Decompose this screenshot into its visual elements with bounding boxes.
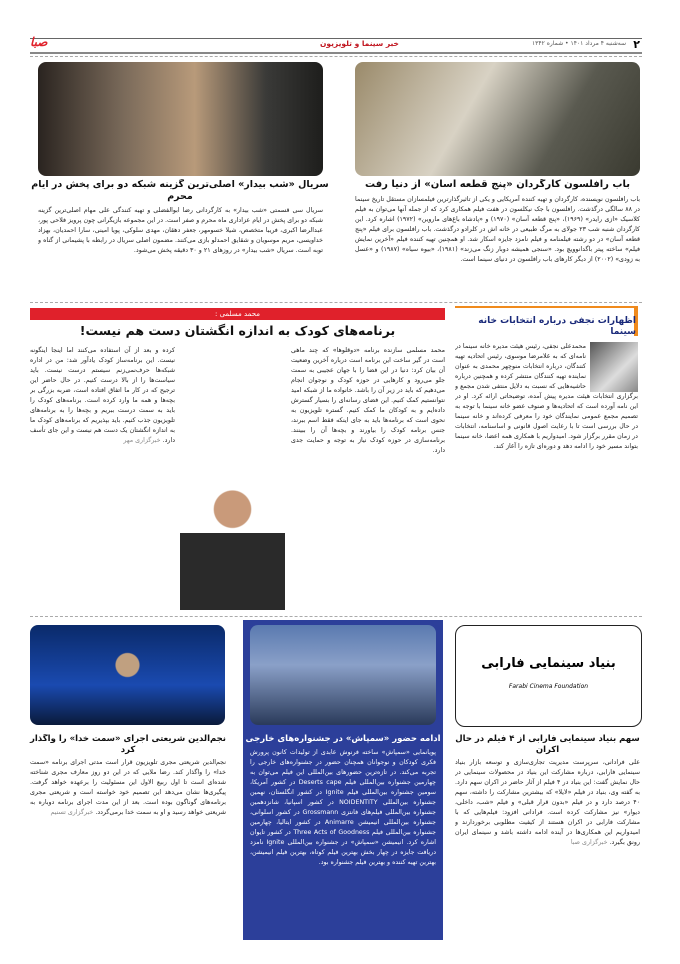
shariati-article	[28, 734, 228, 938]
shab-bidar-photo	[38, 62, 323, 176]
shariati-credit: خبرگزاری تسنیم	[50, 809, 94, 817]
farabi-logo-box	[455, 625, 642, 727]
rafelson-photo	[355, 62, 640, 176]
farabi-headline: سهم بنیاد سینمایی فارابی از ۴ فیلم در حال اکران	[455, 734, 640, 755]
farabi-logo-en: Farabi Cinema Foundation	[508, 683, 589, 690]
accent-line	[455, 306, 638, 308]
farabi-body	[455, 758, 640, 938]
shariati-headline: نجم‌الدین شریعتی اجرای «سمت خدا» را واگذار کرد	[30, 734, 226, 755]
moslemi-kicker: محمد مسلمی :	[30, 308, 445, 320]
najafi-photo	[590, 342, 638, 392]
moslemi-credit: خبرگزاری مهر	[123, 437, 161, 444]
najafi-article	[455, 316, 638, 612]
page-header	[30, 35, 642, 54]
moslemi-photo	[180, 470, 285, 610]
moslemi-headline: برنامه‌های کودک به اندازه انگشتان دست هم نیست!	[79, 323, 396, 338]
shariati-body	[30, 758, 226, 938]
sampash-photo	[250, 625, 436, 725]
newspaper-logo: صبا	[30, 35, 48, 49]
farabi-logo: بنیاد سینمایی فارابی	[481, 656, 616, 671]
rafelson-headline: باب رافلسون کارگردان «پنج قطعه آسان» از دنیا رفت	[365, 179, 630, 190]
najafi-body	[455, 342, 638, 613]
sampash-article	[245, 734, 441, 938]
farabi-article	[452, 734, 643, 938]
shab-bidar-body: سریال سی قسمتی «شب بیدار» به کارگردانی رضا ابوالفضلی و تهیه کنندگی علی مهام اصلی‌ترین گزینه شبکه دو برای پخش در ایام عزاداری ماه محرم و صفر است. در این مجموعه بازیگرانی چون پرویز فلاحی پور، عبدالرضا اکبری، فریبا متخصص، شیلا خسومهر، جعفر دهقان، مهدی سلوکی، پویا امینی، سارا احمدیان، بهزاد خداویسی، مریم موسویان و شقایق احمدلو بازی می‌کنند. مضمون اصلی سریال در رابطه با پشیمانی از گناه و توبه است. سریال «شب بیدار» در روزهای ۲۱ و ۳۰ دقیقه پخش می‌شود.	[38, 206, 323, 254]
rafelson-body: باب رافلسون نویسنده، کارگردان و تهیه کننده آمریکایی و یکی از تاثیرگذارترین فیلمسازان مستقل تاریخ سینما در ۸۸ سالگی درگذشت. رافلسون با جک نیکلسون در هفت فیلم همکاری کرد که از جمله آنها می‌توان به فیلم کلاسیک «ازی رایدر» (۱۹۶۹)، «پنج قطعه آسان» (۱۹۷۰) و «پادشاه باغ‌های ماروین» (۱۹۷۲) اشاره کرد. این کارگردان شنبه شب ۲۳ جولای به مرگ طبیعی در خانه اش در کلرادو درگذشت. باب رافلسون برای فیلم «پنج قطعه آسان» در دو رشته فیلمنامه و فیلم نامزد جایزه اسکار شد. او همچنین تهیه کننده فیلم «آخرین نمایش فیلم» ساخته پیتر باگدانوویچ بود. «سنجی همیشه دوبار زنگ می‌زند» (۱۹۸۱)، «بیوه سیاه» (۱۹۸۷) و «عسل به زودی» (۲۰۰۲) از دیگر کارهای باب رافلسون در دنیای سینما است.	[355, 195, 640, 263]
issue-date: سه‌شنبه ۴ مرداد ۱۴۰۱ • شماره ۱۳۴۲	[531, 40, 626, 47]
moslemi-text-1: محمد مسلمی سازنده برنامه «دوقلوها» که چند ماهی است در گیر ساخت این برنامه است درباره آخرین وضعیت آن بیان کرد: دنیا در این فضا را با جهان عجیبی به سمت جلو می‌رود و کارهایی در حوزه کودک و نوجوان انجام می‌دهیم که باید در زیر آن را باشد. خانواده ما از شبکه امید نتوانستیم کمک کنیم. این فضای رسانه‌ای را بسیار گسترش داده‌ایم و به کودکان ما کمک کنیم. گستره تلویزیون به‌ نحوی است که برنامه‌ها باید به جای اینکه فقط اسم ببرند، جنس برنامه کودک را بیاورند و بچه‌ها آن را ببینند. برنامه‌سازی در حوزه کودک نیاز به توجه و حمایت جدی دارد.	[291, 347, 445, 454]
najafi-text: محمدعلی نجفی، رئیس هیئت مدیره خانه سینما در نامه‌ای که به غلامرضا موسوی، رئیس اتحادیه تهیه کنندگان، درباره انتخابات منوچهر محمدی به عنوان نماینده تهیه کنندگان منتشر کرده و همچنین درباره حاشیه‌هایی که نسبت به دلایل منتفی شدن مجمع و برگزاری انتخابات هیئت مدیره پیش آمده، توضیحاتی ارائه کرد. او در این نامه آورده است که اتحادیه‌ها و صنوف عضو خانه سینما با توجه به تصمیم مجمع عمومی نمایندگان خود را معرفی کرده‌اند و خانه سینما در حال بررسی است تا با رعایت اصول قانونی و اساسنامه، انتخابات در زمان مقرر برگزار شود. امیدواریم با همکاری همه اعضا، خانه سینما بتواند مسیر خود را ادامه دهد و دوره‌ای تازه را آغاز کند.	[455, 342, 638, 450]
shab-bidar-article	[30, 179, 330, 297]
shab-bidar-headline: سریال «شب بیدار» اصلی‌ترین گزینه شبکه دو برای پخش در ایام محرم	[31, 179, 329, 202]
shariati-photo	[30, 625, 225, 725]
sampash-headline: ادامه حضور «سمپاش» در جشنواره‌های خارجی	[245, 734, 441, 744]
page-number: ۲	[633, 38, 640, 51]
farabi-text: علی فرادانی، سرپرست مدیریت تجاری‌سازی و توسعه بازار بنیاد سینمایی فارابی، درباره مشارکت این بنیاد در محصولات سینمایی در حال نمایش گفت: این بنیاد در ۴ فیلم از آثار حاضر در اکران سهم دارد. به گفته وی، بنیاد در فیلم «لایلا» که بیشترین مشارکت را داشته، سهم ۴۰ درصد دارد و در فیلم «بدون قرار قبلی» و فیلم «شب، داخلی، دیوار» نیز مشارکت کرده است. فرادانی افزود: فیلم‌هایی که با مشارکت فارابی در اکران هستند از کیفیت مطلوبی برخوردارند و امیدواریم این همکاری‌ها در آینده ادامه داشته باشد و سینمای ایران رونق بگیرد.	[455, 759, 640, 847]
section-title: خبر سینما و تلویزیون	[320, 39, 399, 48]
najafi-headline: اظهارات نجفی درباره انتخابات خانه سینما	[478, 316, 636, 338]
shariati-text: نجم‌الدین شریعتی مجری تلویزیون قرار است مدتی اجرای برنامه «سمت خدا» را واگذار کند. رضا ملایی که در این دو روز معارف مجری شناخته شده‌ای است تا اول ربیع الاول این مسئولیت را برعهده خواهد گرفت. پیگیری‌ها نشان می‌دهد این تصمیم خود خواسته است و شریعتی مجری برنامه‌های گوناگون بوده است. بعد از این مدت اجرای برنامه دوباره به شریعتی خواهد رسید و او به سمت خدا برمی‌گردد.	[30, 759, 226, 817]
sampash-body: پویانمایی «سمپاش» ساخته فرنوش عابدی از تولیدات کانون پرورش فکری کودکان و نوجوانان همچنان حضور در جشنواره‌های خارجی را تجربه می‌کند. در تازه‌ترین حضورهای بین‌المللی این فیلم می‌توان به چهارمین جشنواره بین‌المللی فیلم Deserts cape در کشور آمریکا، سومین جشنواره بین‌المللی فیلم Ignite در کشور انگلستان، نهمین جشنواره بین‌المللی NOIDENTITY در کشور اسپانیا، شانزدهمین جشنواره بین‌المللی فیلم‌های فانتزی Grossmann در کشور اسلوانی، جشنواره بین‌المللی انیمیشن Animarre در کشور ایتالیا، چهارمین جشنواره بین‌المللی فیلم Three Acts of Goodness در کشور تایوان اشاره کرد. انیمیشن «سمپاش» در جشنواره بین‌المللی Ignite نامزد دریافت جایزه در چهار بخش بهترین فیلم کوتاه، بهترین فیلم انیمیشن، بهترین تهیه کننده و بهترین فیلم جشنواره بود.	[250, 748, 436, 866]
moslemi-text: کرده و بعد از آن استفاده می‌کنند اما اینجا اینگونه نیست. این برنامه‌ساز کودک یادآور شد: من در اداره شبکه‌ها حرف‌نمی‌زنم سیستم درست نیست. باید سیاست‌ها را از بالا درست کنیم. در حال حاضر این ترجیح که در کار ما اتفاق افتاده است، ضربه بزرگی بر بچه‌ها و همه ما وارد کرده است. برنامه‌های کودک را باید به سمت درست ببریم و بچه‌ها را به برنامه‌های تلویزیون جذب کنیم. باید بپذیریم که برنامه‌های کودک ما به اندازه انگشتان یک دست هم نیست و این جای تأسف دارد.	[30, 347, 175, 444]
rafelson-article	[355, 179, 640, 297]
farabi-credit: خبرگزاری صبا	[570, 839, 608, 847]
